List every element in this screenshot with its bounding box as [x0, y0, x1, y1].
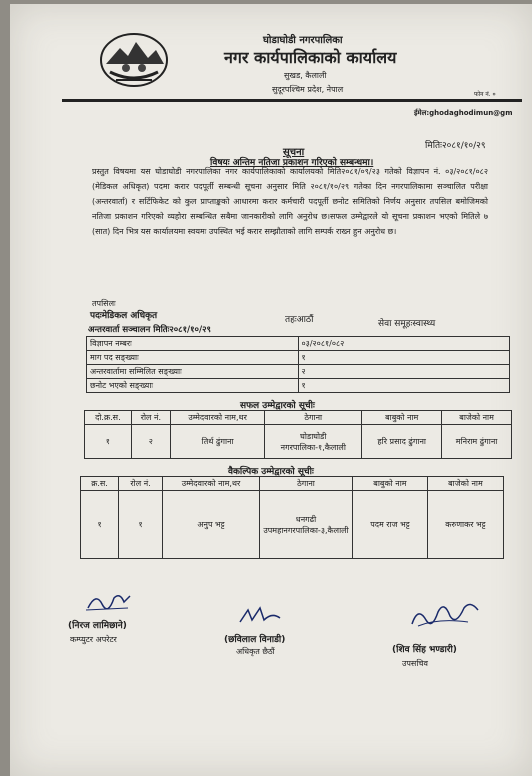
service-group: सेवा समूहःस्वास्थ्य — [378, 319, 436, 329]
signatory-name-1: (निरज लामिछाने) — [68, 621, 127, 631]
post-level: तहःआठौं — [285, 315, 314, 325]
cell-sn: १ — [85, 425, 132, 459]
address-line: सुखड, कैलाली — [284, 71, 327, 80]
col-header: उम्मेदवारको नाम,थर — [170, 411, 264, 425]
success-candidates-table — [84, 410, 512, 459]
col-header: रोल नं. — [119, 477, 163, 491]
col-header: दो.क्र.स. — [85, 411, 132, 425]
tapsil-label: तपसिलः — [92, 299, 116, 308]
table-row — [87, 337, 510, 351]
cell-name: अनुप भट्ट — [163, 491, 260, 559]
col-header: बाजेको नाम — [427, 477, 503, 491]
cell-roll: २ — [131, 425, 170, 459]
cell-address: घोडाघोडी नगरपालिका-१,कैलाली — [265, 425, 362, 459]
table-row — [87, 351, 510, 365]
municipality-name: घोडाघोडी नगरपालिका — [263, 35, 343, 46]
signatory-title-3: उपसचिव — [402, 659, 428, 668]
signature-3 — [408, 596, 482, 632]
signatory-name-3: (शिव सिंह भण्डारी) — [392, 645, 457, 655]
signatory-title-1: कम्प्युटर अपरेटर — [70, 635, 117, 644]
table-row — [81, 491, 504, 559]
signatory-name-2: (छविलाल विनाडी) — [224, 635, 286, 645]
col-header: बाजेको नाम — [442, 411, 512, 425]
cell-sn: १ — [81, 491, 119, 559]
info-value: २ — [298, 365, 510, 379]
info-value: ०३/२०८१/०८२ — [298, 337, 510, 351]
table-header-row — [85, 411, 512, 425]
col-header: बाबुको नाम — [362, 411, 442, 425]
notice-body: प्रस्तुत विषयमा यस घोडाघोडी नगरपालिका नगर कार्यपालिकाको कार्यालयको मिति२०८१/०९/२३ गतेको विज्ञापन नं. ०३/२०८१/०८२ (मेडिकल अधिकृत) पदमा करार पदपूर्ती सम्बन्धी सूचना अनुसार मिति २०८१/१०/२९ गतेका दिन नगरपालिकामा सञ्चालित परीक्षा (अन्तरवार्ता) र सर्टिफिकेट को कुल प्राप्ताङ्कको आधारमा करार कर्मचारी पदपूर्ती छनोट समितिको निर्णय अनुसार तपसिल बमोजिमको नतिजा प्रकाशन गरिएको व्यहोरा सम्बन्धित सबैमा जानकारीको लागि अनुरोध छ।सफल उम्मेद्वारले यो सूचना प्रकाशन भएको मितिले ७ (सात) दिन भित्र यस कार्यालयमा स्वयमः उपस्थित भई करार सम्झौताको लागि सम्पर्क राख्न हुन अनुरोध छ। — [92, 167, 488, 236]
phone-label: फोन नं. ० — [474, 91, 496, 98]
table-row — [87, 365, 510, 379]
notice-title: सूचना — [283, 147, 305, 158]
email-label: ईमेल:ghodaghodimun@gm — [414, 109, 513, 117]
alternate-candidates-table — [80, 476, 504, 559]
cell-grandfather: मनिराम ढुंगाना — [442, 425, 512, 459]
col-header: बाबुको नाम — [353, 477, 428, 491]
table-row — [85, 425, 512, 459]
cell-address: धनगढी उपमहानगरपालिका-३,कैलाली — [260, 491, 353, 559]
table-row — [87, 379, 510, 393]
col-header: उम्मेदवारको नाम,थर — [163, 477, 260, 491]
notice-subject: विषयः अन्तिम नतिजा प्रकाशन गरिएको सम्बन्धमा। — [210, 158, 374, 168]
success-table-title: सफल उम्मेद्वारको सूचीः — [240, 401, 315, 411]
cell-father: हरि प्रसाद ढुंगाना — [362, 425, 442, 459]
office-name: नगर कार्यपालिकाको कार्यालय — [224, 48, 397, 67]
issue-date: मितिः२०८१/१०/२९ — [425, 141, 486, 151]
info-label: छनोट भएको सङ्ख्याः — [87, 379, 299, 393]
province-line: सुदूरपश्चिम प्रदेश, नेपाल — [272, 85, 344, 94]
info-label: माग पद सङ्ख्याः — [87, 351, 299, 365]
header-divider — [62, 99, 522, 102]
signatory-title-2: अधिकृत छैठौं — [236, 647, 275, 656]
col-header: ठेगाना — [260, 477, 353, 491]
col-header: क्र.स. — [81, 477, 119, 491]
col-header: ठेगाना — [265, 411, 362, 425]
cell-name: तिर्थ ढुंगाना — [170, 425, 264, 459]
alternate-table-title: वैकल्पिक उम्मेद्वारको सूचीः — [228, 467, 314, 477]
info-label: अन्तरवार्तामा सम्मिलित सङ्ख्याः — [87, 365, 299, 379]
info-value: १ — [298, 379, 510, 393]
col-header: रोल नं. — [131, 411, 170, 425]
cell-roll: १ — [119, 491, 163, 559]
info-label: विज्ञापन नम्बरः — [87, 337, 299, 351]
cell-father: पदम राज भट्ट — [353, 491, 428, 559]
signature-2 — [236, 604, 288, 628]
government-emblem-logo — [96, 30, 172, 90]
interview-date: अन्तरवार्ता सञ्चालन मितिः२०८१/१०/२९ — [88, 325, 211, 335]
post-name: पदःमेडिकल अधिकृत — [90, 311, 158, 321]
info-value: १ — [298, 351, 510, 365]
table-header-row — [81, 477, 504, 491]
cell-grandfather: करुणाकर भट्ट — [427, 491, 503, 559]
signature-1 — [84, 588, 134, 614]
advertisement-info-table — [86, 336, 510, 393]
